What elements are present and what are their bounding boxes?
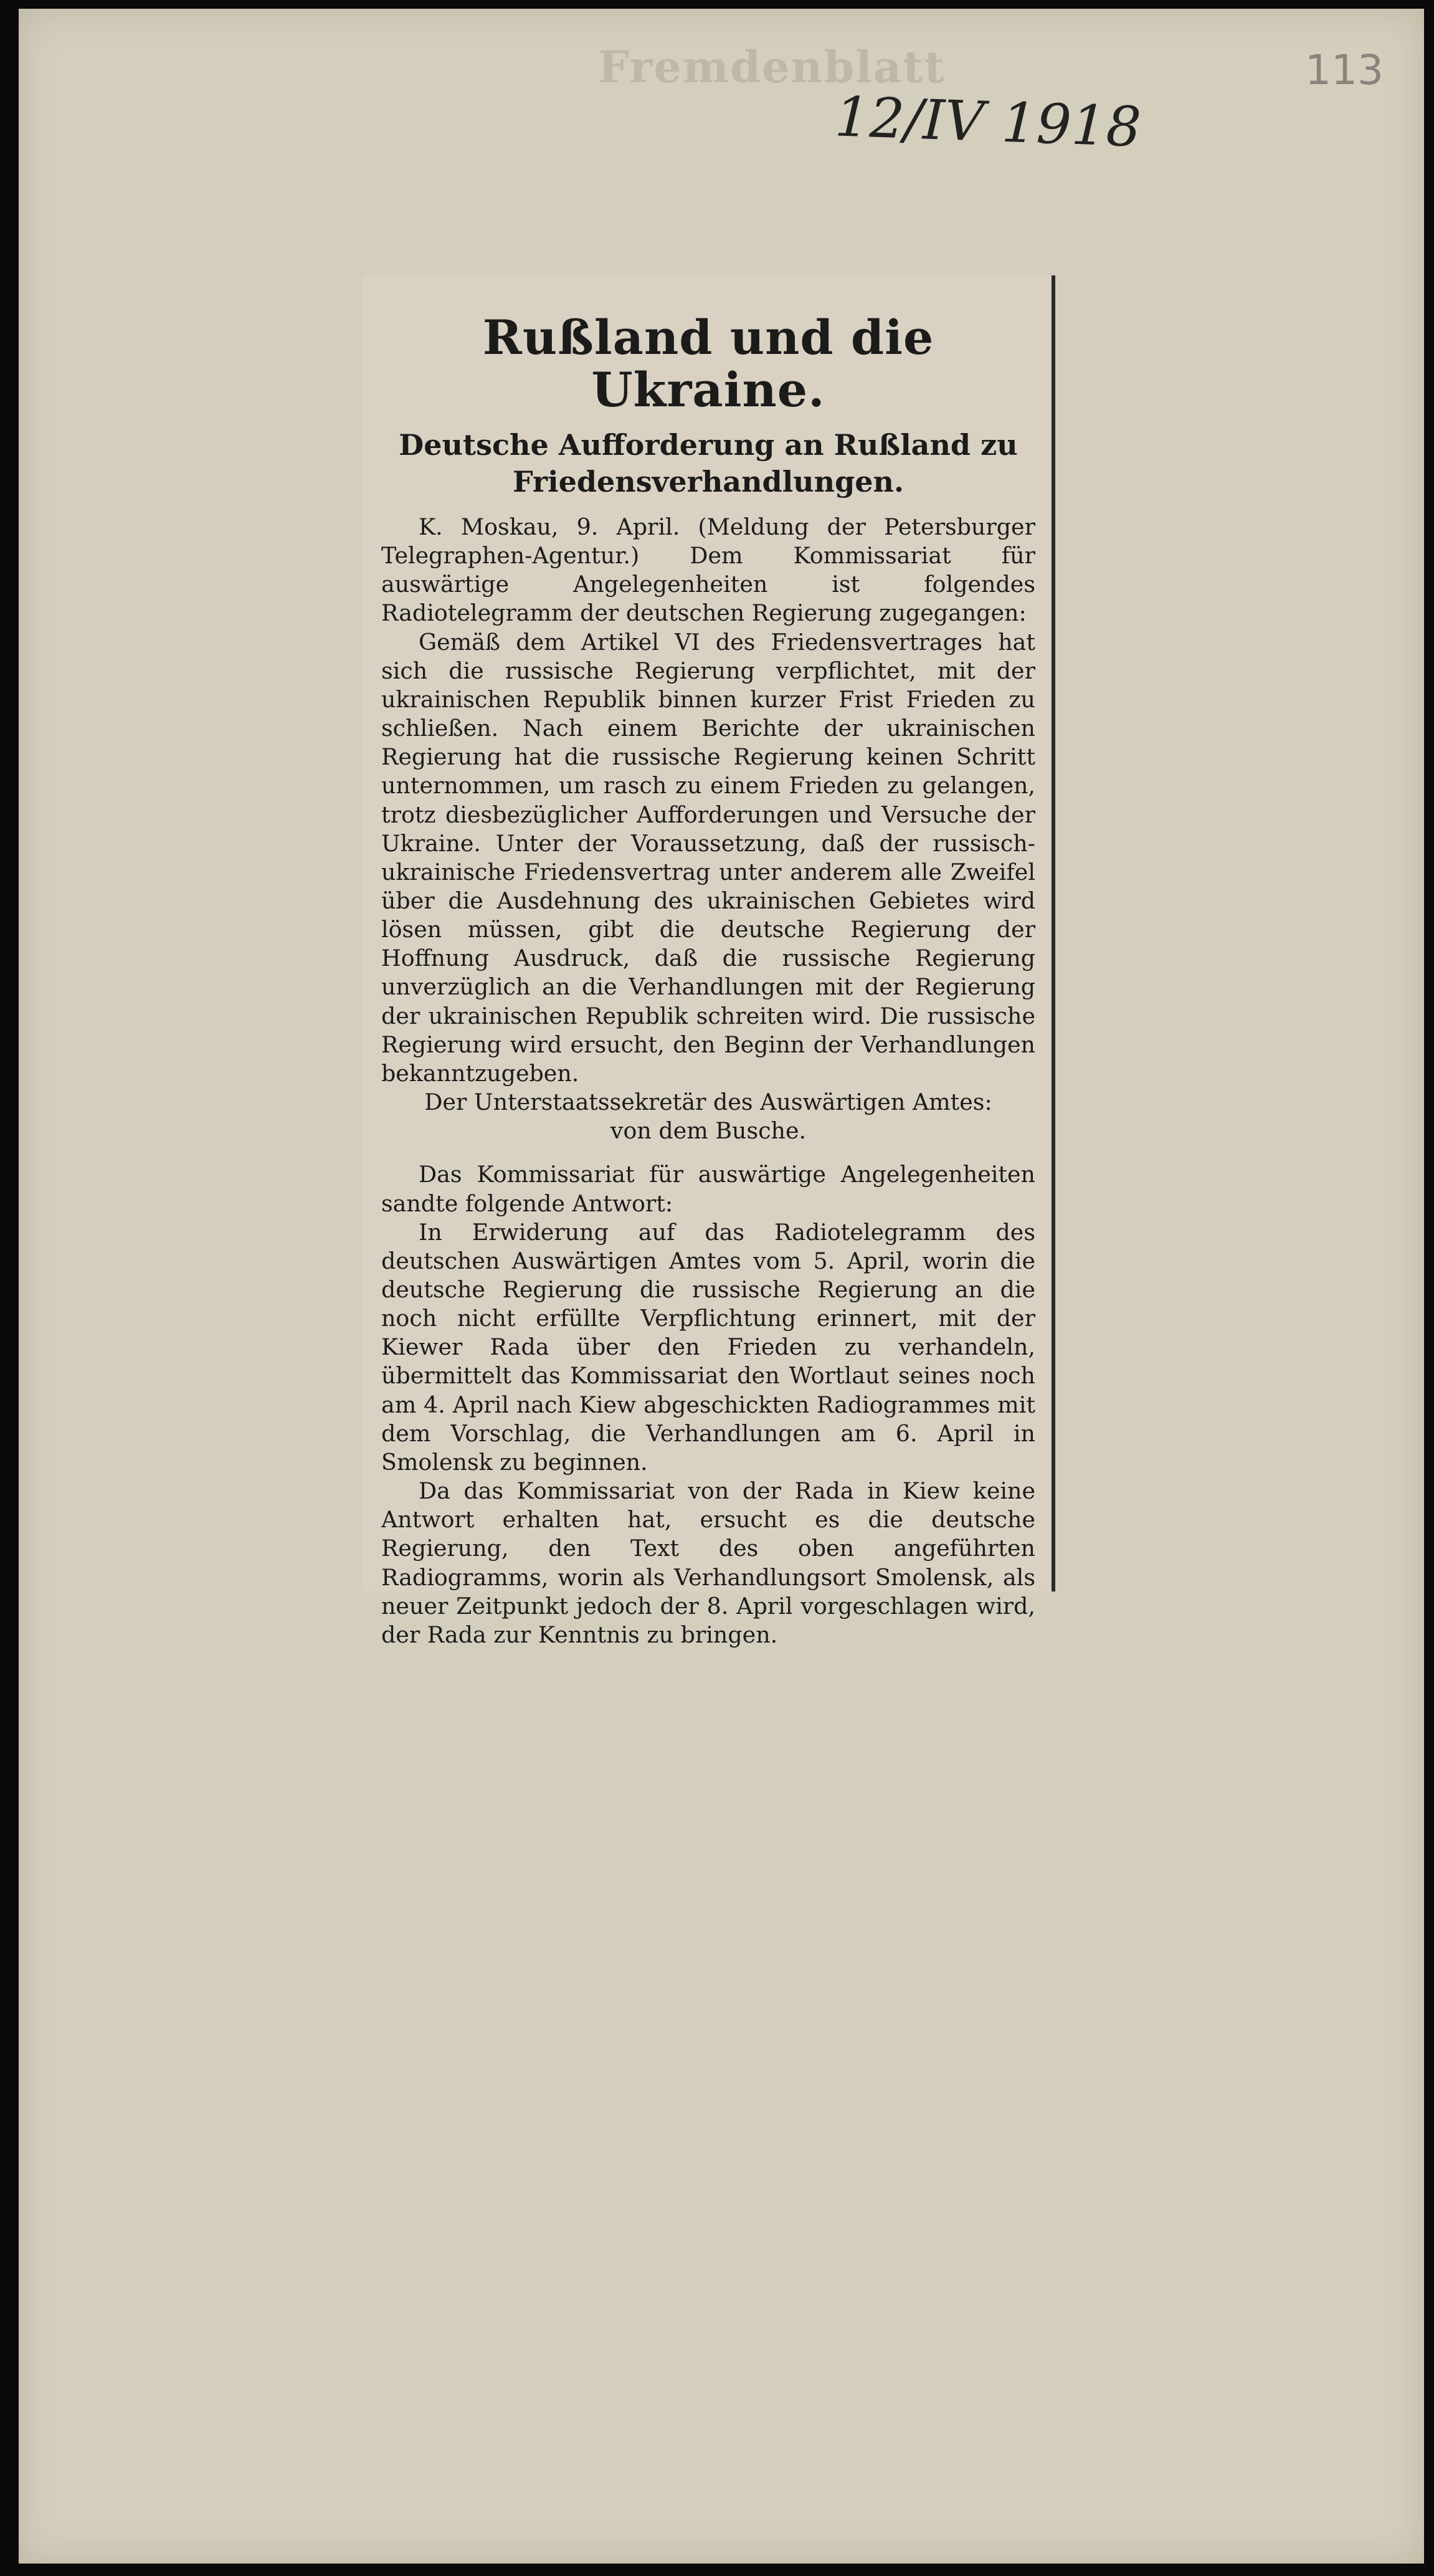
newspaper-stamp: Fremdenblatt — [598, 41, 946, 93]
article-paragraph: K. Moskau, 9. April. (Meldung der Petersburger Telegraphen-Agentur.) Dem Kommissariat für auswärtige Angelegenheiten ist folgendes Radiotelegramm der deutschen Regierung zugegangen: — [381, 513, 1035, 627]
article-paragraph: In Erwiderung auf das Radiotelegramm des deutschen Auswärtigen Amtes vom 5. April, worin die deutsche Regierung die russische Regierung an die noch nicht erfüllte Verpflichtung erinnert, mit der Kiewer Rada über den Frieden zu verhandeln, übermittelt das Kommissariat den Wortlaut seines noch am 4. April nach Kiew abgeschickten Radiogrammes mit dem Vorschlag, die Verhandlungen am 6. April in Smolensk zu beginnen. — [381, 1218, 1035, 1476]
article-body — [381, 513, 1035, 1649]
article-paragraph: Gemäß dem Artikel VI des Friedensvertrages hat sich die russische Regierung verpflichtet, mit der ukrainischen Republik binnen kurzer Frist Frieden zu schließen. Nach einem Berichte der ukrainischen Regierung hat die russische Regierung keinen Schritt unternommen, um rasch zu einem Frieden zu gelangen, trotz diesbezüglicher Aufforderungen und Versuche der Ukraine. Unter der Voraussetzung, daß der russisch-ukrainische Friedensvertrag unter anderem alle Zweifel über die Ausdehnung des ukrainischen Gebietes wird lösen müssen, gibt die deutsche Regierung der Hoffnung Ausdruck, daß die russische Regierung unverzüglich an die Verhandlungen mit der Regierung der ukrainischen Republik schreiten wird. Die russische Regierung wird ersucht, den Beginn der Verhandlungen bekanntzugeben. — [381, 628, 1035, 1087]
article-paragraph: Das Kommissariat für auswärtige Angelegenheiten sandte folgende Antwort: — [381, 1161, 1035, 1217]
signature-name: von dem Busche. — [610, 1117, 807, 1145]
newspaper-clipping — [363, 275, 1055, 1648]
article-paragraph: Da das Kommissariat von der Rada in Kiew keine Antwort erhalten hat, ersucht es die deutsche Regierung, den Text des oben angeführten Radiogramms, worin als Verhandlungsort Smolensk, als neuer Zeitpunkt jedoch der 8. April vorgeschlagen wird, der Rada zur Kenntnis zu bringen. — [381, 1477, 1035, 1648]
signature-title: Der Unterstaatssekretär des Auswärtigen Amtes: — [424, 1089, 992, 1116]
article-subheadline: Deutsche Aufforderung an Rußland zu Friedensverhandlungen. — [399, 428, 1018, 499]
page-number: 113 — [1305, 46, 1384, 94]
handwritten-date: 12/IV 1918 — [833, 84, 1142, 160]
article-headline: Rußland und die Ukraine. — [482, 310, 934, 417]
